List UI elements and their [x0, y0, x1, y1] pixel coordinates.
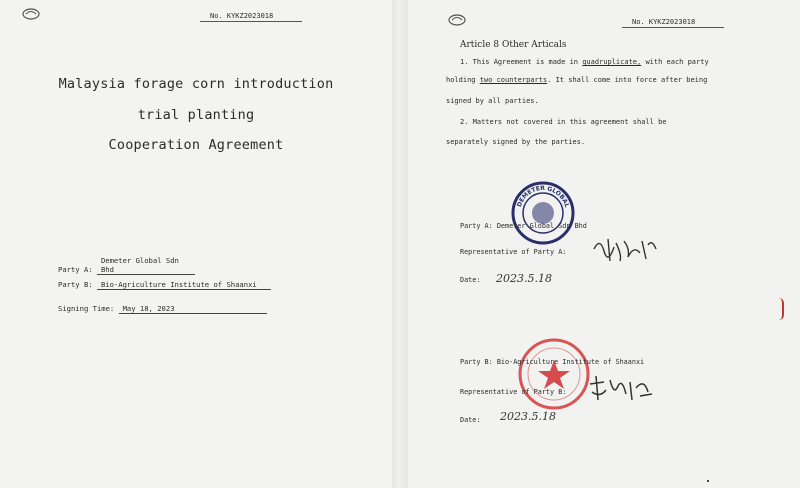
- company-seal-stamp: [508, 178, 578, 248]
- rep-party-b-label: Representative of Party B:: [460, 388, 567, 396]
- signing-time-value: May 18, 2023: [119, 304, 267, 314]
- institute-logo-icon: [448, 14, 466, 26]
- page-dot: [707, 480, 709, 482]
- paragraph-1-line-1: [460, 58, 790, 66]
- institute-logo-icon: [22, 8, 40, 20]
- date-a-label: Date:: [460, 276, 481, 284]
- p1-start: 1. This Agreement is made in: [460, 58, 583, 66]
- party-a-label: Party A:: [58, 265, 93, 274]
- signing-time-row: [58, 304, 267, 314]
- date-a-handwritten: 2023.5.18: [496, 272, 552, 285]
- document-number: No. KYKZ2023018: [200, 12, 302, 22]
- party-b-line: Party B: Bio-Agriculture Institute of Shaanxi: [460, 358, 645, 366]
- p1-mid: with each party: [641, 58, 709, 66]
- document-number: No. KYKZ2023018: [622, 18, 724, 28]
- party-b-value: Bio-Agriculture Institute of Shaanxi: [97, 280, 271, 290]
- paragraph-1-line-2: [446, 76, 786, 84]
- p1-two-counterparts: two counterparts: [479, 76, 548, 84]
- title-line-3: Cooperation Agreement: [108, 137, 284, 153]
- date-b-handwritten: 2023.5.18: [500, 410, 556, 423]
- signing-time-label: Signing Time:: [58, 304, 115, 313]
- party-a-value: Demeter Global Sdn Bhd: [97, 256, 195, 275]
- red-edge-mark: [779, 298, 784, 320]
- paragraph-2-line-1: 2. Matters not covered in this agreement shall be: [460, 118, 667, 126]
- signature-party-b: [586, 374, 656, 404]
- p1-line2b: . It shall come into force after being: [547, 76, 708, 84]
- title-line-2: trial planting: [137, 107, 255, 123]
- institute-seal-stamp: [516, 336, 592, 412]
- party-b-label: Party B:: [58, 280, 93, 289]
- paragraph-2-line-2: separately signed by the parties.: [446, 138, 586, 146]
- article-heading: Article 8 Other Articals: [460, 40, 567, 50]
- party-a-line: Party A: Demeter Global Sdn Bhd: [460, 222, 587, 230]
- date-b-label: Date:: [460, 416, 481, 424]
- party-b-row: [58, 280, 271, 290]
- p1-line2a: holding: [446, 76, 480, 84]
- party-a-row: [58, 256, 195, 275]
- paragraph-1-line-3: signed by all parties.: [446, 97, 539, 105]
- p1-quadruplicate: quadruplicate,: [582, 58, 642, 66]
- left-page: [0, 0, 392, 488]
- page-gutter: [392, 0, 408, 488]
- rep-party-a-label: Representative of Party A:: [460, 248, 567, 256]
- signature-party-a: [590, 235, 660, 265]
- svg-text:DEMETER GLOBAL: DEMETER GLOBAL: [515, 184, 571, 209]
- right-page: [408, 0, 800, 488]
- title-line-1: Malaysia forage corn introduction: [58, 76, 334, 92]
